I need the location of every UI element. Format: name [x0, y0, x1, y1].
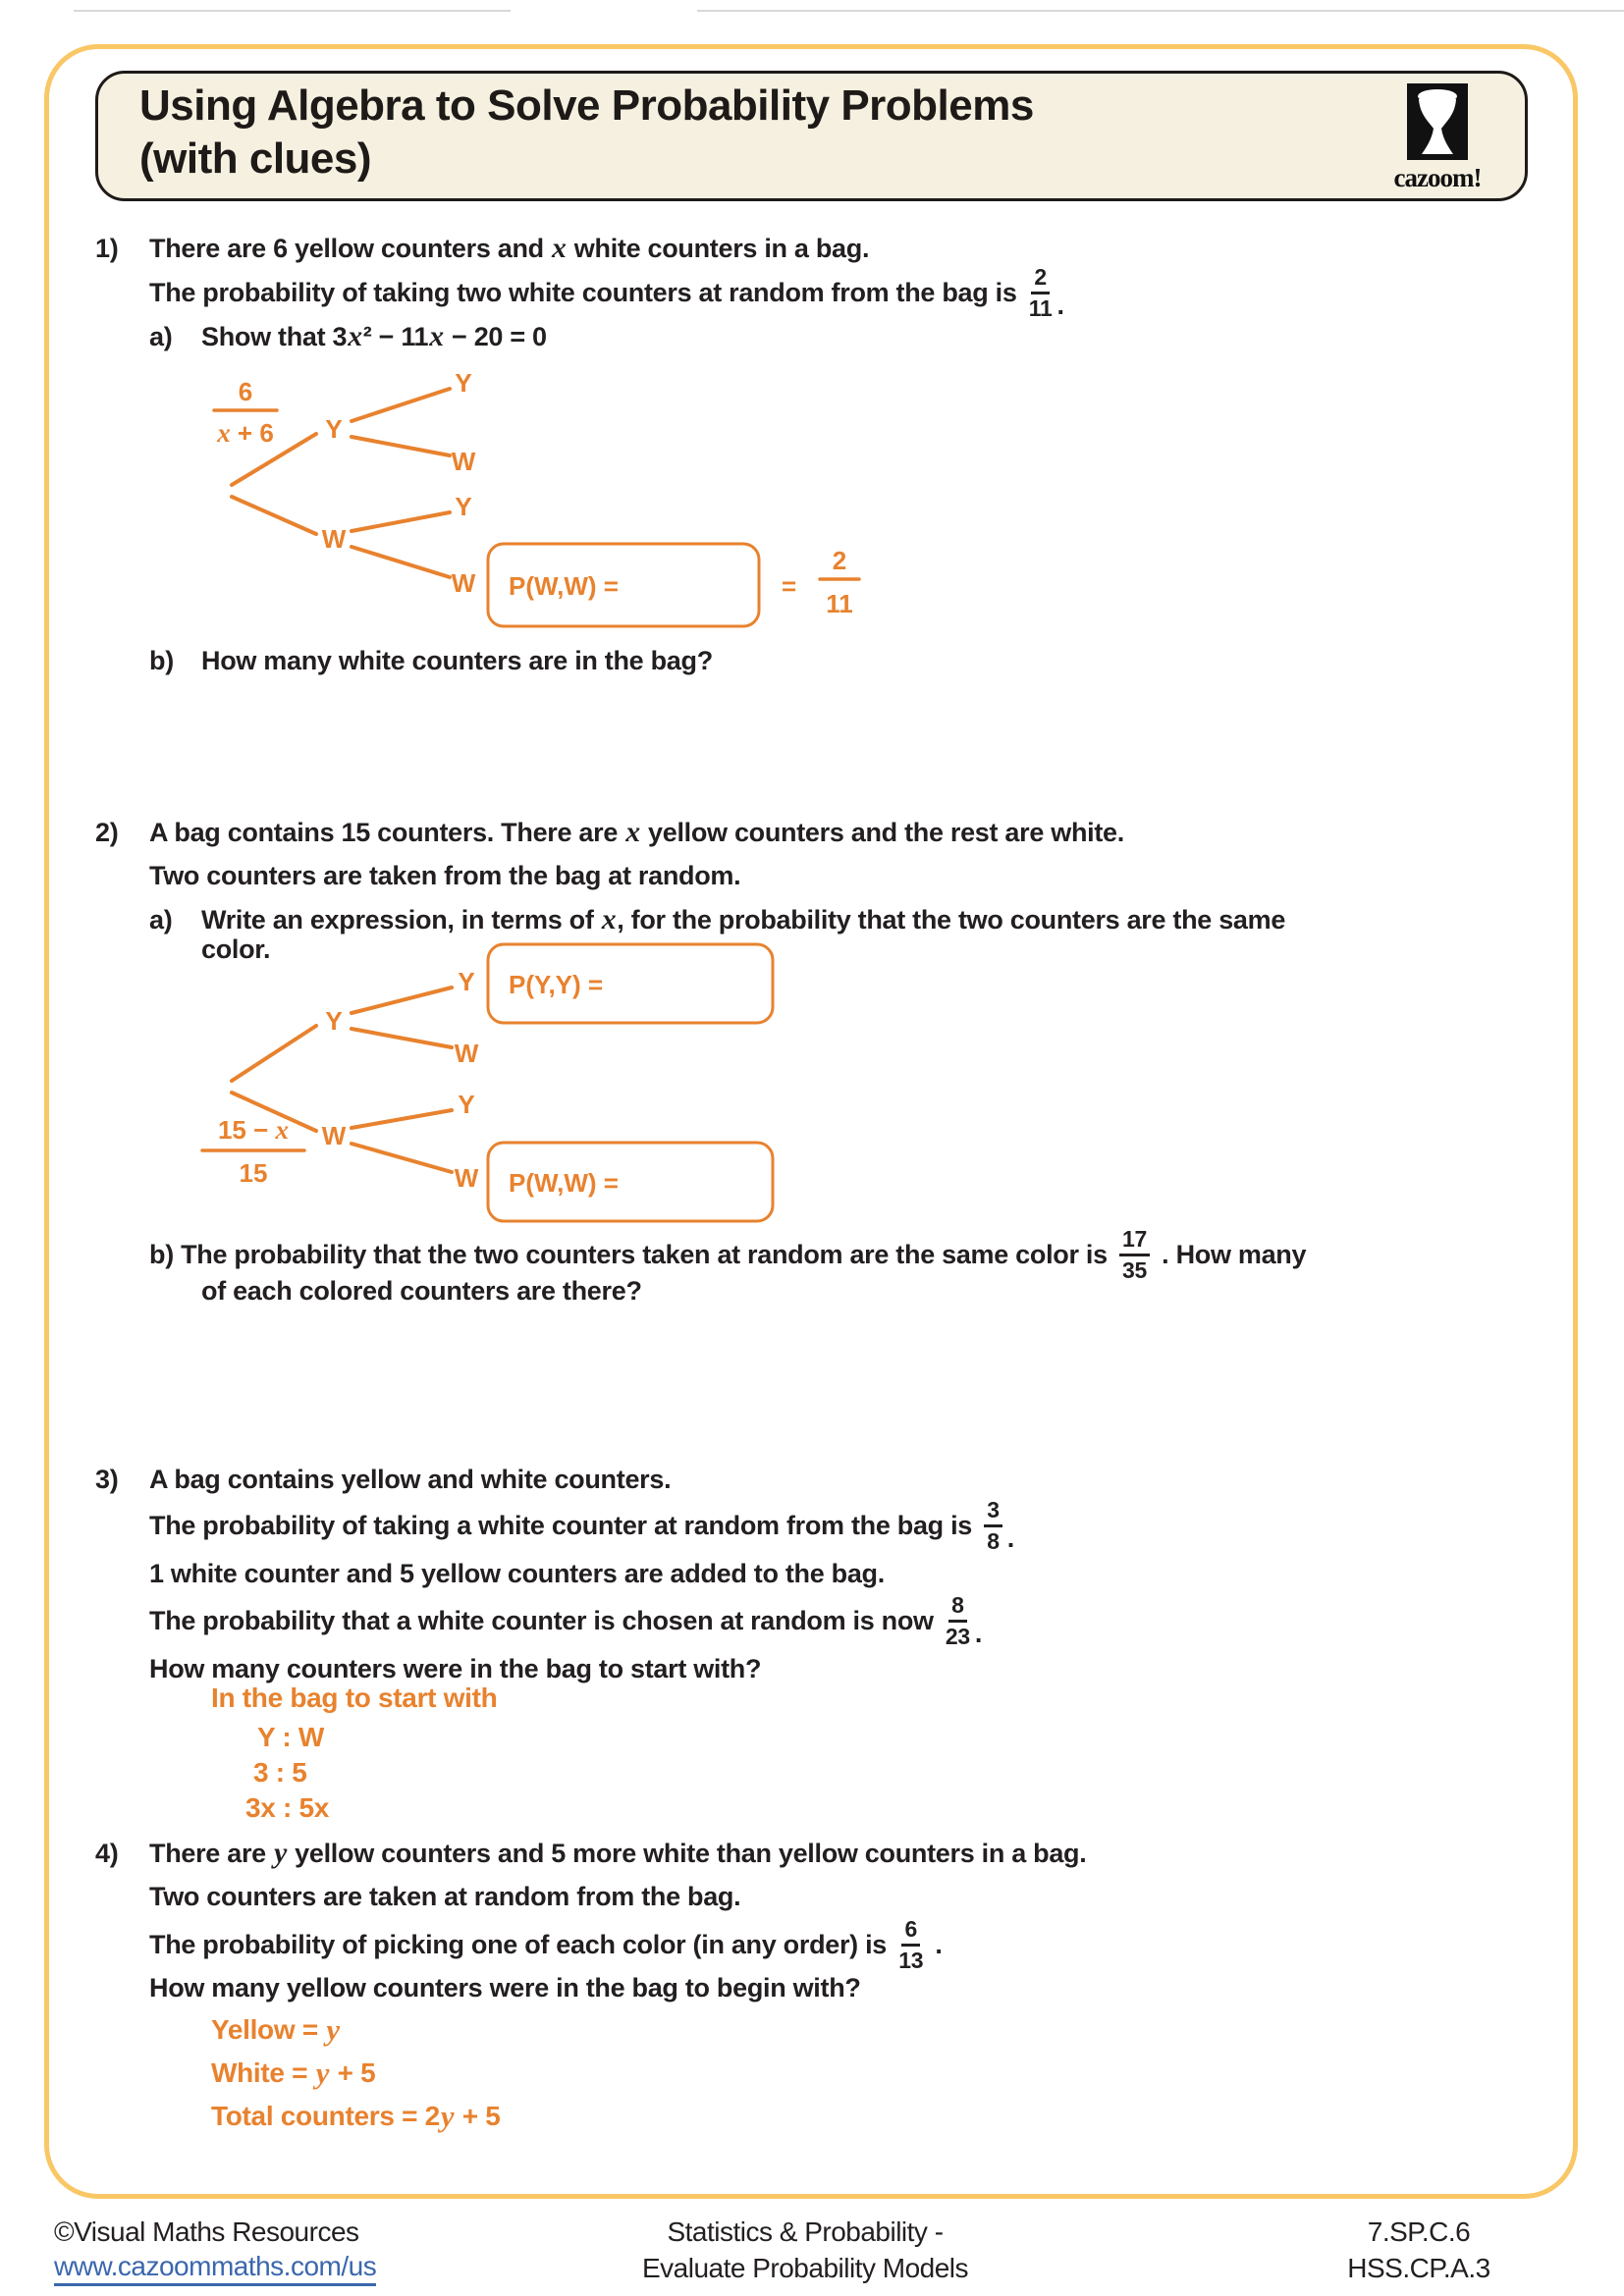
q3-clue-row2: 3 : 5 — [253, 1757, 307, 1788]
q3-line4 — [149, 1588, 982, 1653]
fraction-denominator: 8 — [987, 1527, 1000, 1554]
q4-line2: Two counters are taken at random from the bag. — [149, 1881, 741, 1911]
q4-line3-period: . — [928, 1929, 943, 1959]
q4-clue-r3-var: y — [440, 2099, 455, 2133]
q3-fraction-3-8 — [984, 1497, 1002, 1554]
footer-standard-code1: 7.SP.C.6 — [1367, 2216, 1471, 2247]
q2b-label: b) — [149, 1239, 174, 1269]
q3-line5: How many counters were in the bag to start with? — [149, 1653, 762, 1683]
q1-answer-box-label: P(W,W) = — [509, 571, 619, 601]
q3-fraction-8-23 — [946, 1592, 970, 1649]
q1-outcome-YW: W — [451, 447, 476, 476]
q2-node-Y: Y — [325, 1006, 343, 1036]
q4-clue-r1-var: y — [326, 2012, 340, 2047]
q1-outcome-YY: Y — [455, 368, 472, 398]
q1a-equation — [201, 319, 547, 354]
q1-node-Y: Y — [325, 414, 343, 444]
q1-line2-period: . — [1056, 291, 1064, 320]
q2-line1-a: A bag contains 15 counters. There are — [149, 817, 625, 847]
q2a-label: a) — [149, 904, 173, 934]
fraction-denominator: 13 — [898, 1947, 924, 1973]
q1-outcome-WW: W — [451, 568, 476, 598]
tree-branch — [232, 1026, 316, 1081]
fraction-numerator: 6 — [901, 1916, 920, 1946]
q3-clue-row1: Y : W — [257, 1722, 324, 1752]
q1-node-W: W — [321, 524, 347, 554]
q3-line1: A bag contains yellow and white counters. — [149, 1464, 672, 1494]
fraction-denominator: 35 — [1122, 1256, 1147, 1283]
q1-var-x: x — [552, 232, 567, 264]
q1-result-numerator: 2 — [832, 546, 847, 575]
footer-topic-line2: Evaluate Probability Models — [641, 2253, 968, 2283]
q3-clue-row3: 3x : 5x — [245, 1792, 330, 1823]
title-block — [139, 80, 1034, 186]
q2-line1-b: yellow counters and the rest are white. — [640, 817, 1124, 847]
q2-line2: Two counters are taken from the bag at random. — [149, 860, 741, 890]
q1a-seg3: − 20 = 0 — [444, 321, 547, 351]
worksheet-header — [95, 71, 1528, 201]
q4-clue-r2-rest: + 5 — [330, 2057, 376, 2088]
q1-branch-fraction-denominator: x + 6 — [217, 418, 274, 448]
page-subtitle: (with clues) — [139, 134, 372, 183]
q1a-seg2: ² − 11 — [362, 321, 429, 351]
q4-number: 4) — [95, 1838, 119, 1868]
q2a-seg2: , for the probability that the two counters are the same — [617, 904, 1286, 934]
q1-line1-b: white counters in a bag. — [567, 233, 870, 263]
q1-outcome-WY: Y — [455, 492, 472, 521]
footer-topic-line1: Statistics & Probability - — [667, 2216, 944, 2247]
fraction-numerator: 17 — [1119, 1226, 1150, 1255]
q3-line2 — [149, 1493, 1014, 1558]
q1-tree-diagram — [137, 361, 864, 656]
q4-line3-a: The probability of picking one of each color (in any order) is — [149, 1929, 894, 1959]
cazoom-logo — [1374, 83, 1501, 193]
q2a-text — [201, 902, 1285, 937]
q1a-label: a) — [149, 321, 173, 351]
q3-clue-title: In the bag to start with — [211, 1682, 498, 1713]
q2-node-W: W — [321, 1121, 347, 1150]
q2b-line2: of each colored counters are there? — [201, 1275, 642, 1306]
q1-result-denominator: 11 — [826, 589, 853, 618]
q2-branch-fraction-numerator: 15 − x — [217, 1115, 290, 1145]
q2-number: 2) — [95, 817, 119, 847]
footer-copyright: ©Visual Maths Resources — [54, 2216, 359, 2247]
q2-answer-box-ww-label: P(W,W) = — [509, 1168, 619, 1198]
q4-var-y: y — [274, 1837, 287, 1869]
q2a-seg1: Write an expression, in terms of — [201, 904, 601, 934]
q2b-seg2: . How many — [1154, 1239, 1307, 1269]
q2-branch-fraction-denominator: 15 — [239, 1158, 268, 1188]
q2b-seg1: The probability that the two counters taken at random are the same color is — [181, 1239, 1114, 1269]
q4-fraction-6-13 — [898, 1916, 923, 1973]
q1b-text: How many white counters are in the bag? — [201, 645, 713, 675]
logo-wordmark: cazoom! — [1393, 163, 1482, 192]
q4-clue-r1-label: Yellow = — [211, 2014, 326, 2045]
q1-line1-a: There are 6 yellow counters and — [149, 233, 552, 263]
q4-clue-r3-label: Total counters = 2 — [211, 2101, 440, 2131]
q2a-text-line2: color. — [201, 934, 271, 964]
q4-clue-r2-var: y — [315, 2056, 330, 2090]
q1a-seg1: Show that 3 — [201, 321, 348, 351]
fraction-numerator: 2 — [1031, 264, 1050, 294]
q2-tree-diagram — [137, 934, 864, 1229]
q4-clue-r3-rest: + 5 — [455, 2101, 501, 2131]
q4-clue-row1 — [211, 2012, 341, 2048]
q2-outcome-YY: Y — [458, 967, 475, 996]
q1a-var-x2: x — [429, 320, 444, 352]
q4-clue-r2-label: White = — [211, 2057, 315, 2088]
q2-fraction-17-35 — [1119, 1226, 1150, 1283]
fraction-numerator: 3 — [984, 1497, 1002, 1526]
q3-line2-period: . — [1006, 1523, 1014, 1553]
page-top-edge-right — [697, 10, 1624, 12]
q1b-label: b) — [149, 645, 174, 675]
q4-line4: How many yellow counters were in the bag to begin with? — [149, 1972, 861, 2002]
q4-line1-b: yellow counters and 5 more white than yellow counters in a bag. — [287, 1838, 1087, 1868]
q1-number: 1) — [95, 233, 119, 263]
q1-fraction-2-11 — [1029, 264, 1053, 321]
tree-branch — [352, 1029, 452, 1047]
page-top-edge-left — [74, 10, 511, 12]
drum-icon — [1407, 83, 1468, 160]
q2-answer-box-yy-label: P(Y,Y) = — [509, 970, 604, 999]
q2a-var-x: x — [601, 903, 617, 935]
footer-link-text[interactable]: www.cazoommaths.com/us — [54, 2251, 376, 2286]
q2-line1 — [149, 815, 1124, 850]
q2-var-x: x — [625, 816, 640, 848]
tree-branch — [352, 547, 450, 577]
q2b-spacer — [174, 1240, 181, 1270]
q4-line3 — [149, 1912, 943, 1977]
q2-outcome-YW: W — [454, 1039, 479, 1068]
tree-branch — [352, 512, 450, 531]
tree-branch — [352, 437, 450, 455]
q3-line4-period: . — [974, 1619, 983, 1648]
tree-branch — [352, 1144, 452, 1172]
q3-line2-a: The probability of taking a white counter at random from the bag is — [149, 1510, 980, 1540]
fraction-numerator: 8 — [948, 1592, 967, 1622]
q4-clue-row3 — [211, 2099, 501, 2134]
page-title: Using Algebra to Solve Probability Problems — [139, 81, 1034, 130]
tree-branch — [352, 1110, 452, 1128]
q1-line2 — [149, 260, 1064, 325]
q4-line1-a: There are — [149, 1838, 274, 1868]
q3-number: 3) — [95, 1464, 119, 1494]
tree-branch — [232, 497, 316, 534]
q2-outcome-WY: Y — [458, 1090, 475, 1119]
q2-outcome-WW: W — [454, 1163, 479, 1193]
tree-branch — [352, 988, 452, 1013]
tree-branch — [352, 389, 450, 421]
q1a-var-x1: x — [348, 320, 362, 352]
q3-line4-a: The probability that a white counter is chosen at random is now — [149, 1605, 941, 1635]
q4-line1 — [149, 1836, 1086, 1871]
q1-equals-sign: = — [782, 571, 797, 601]
fraction-denominator: 23 — [945, 1623, 970, 1649]
q4-clue-row2 — [211, 2056, 375, 2091]
q1-branch-fraction-numerator: 6 — [238, 377, 253, 406]
q3-line3: 1 white counter and 5 yellow counters are added to the bag. — [149, 1558, 885, 1588]
footer-website-link[interactable] — [54, 2253, 376, 2284]
q1-line2-a: The probability of taking two white counters at random from the bag is — [149, 277, 1024, 307]
fraction-denominator: 11 — [1028, 294, 1053, 321]
footer-standard-code2: HSS.CP.A.3 — [1347, 2253, 1490, 2283]
